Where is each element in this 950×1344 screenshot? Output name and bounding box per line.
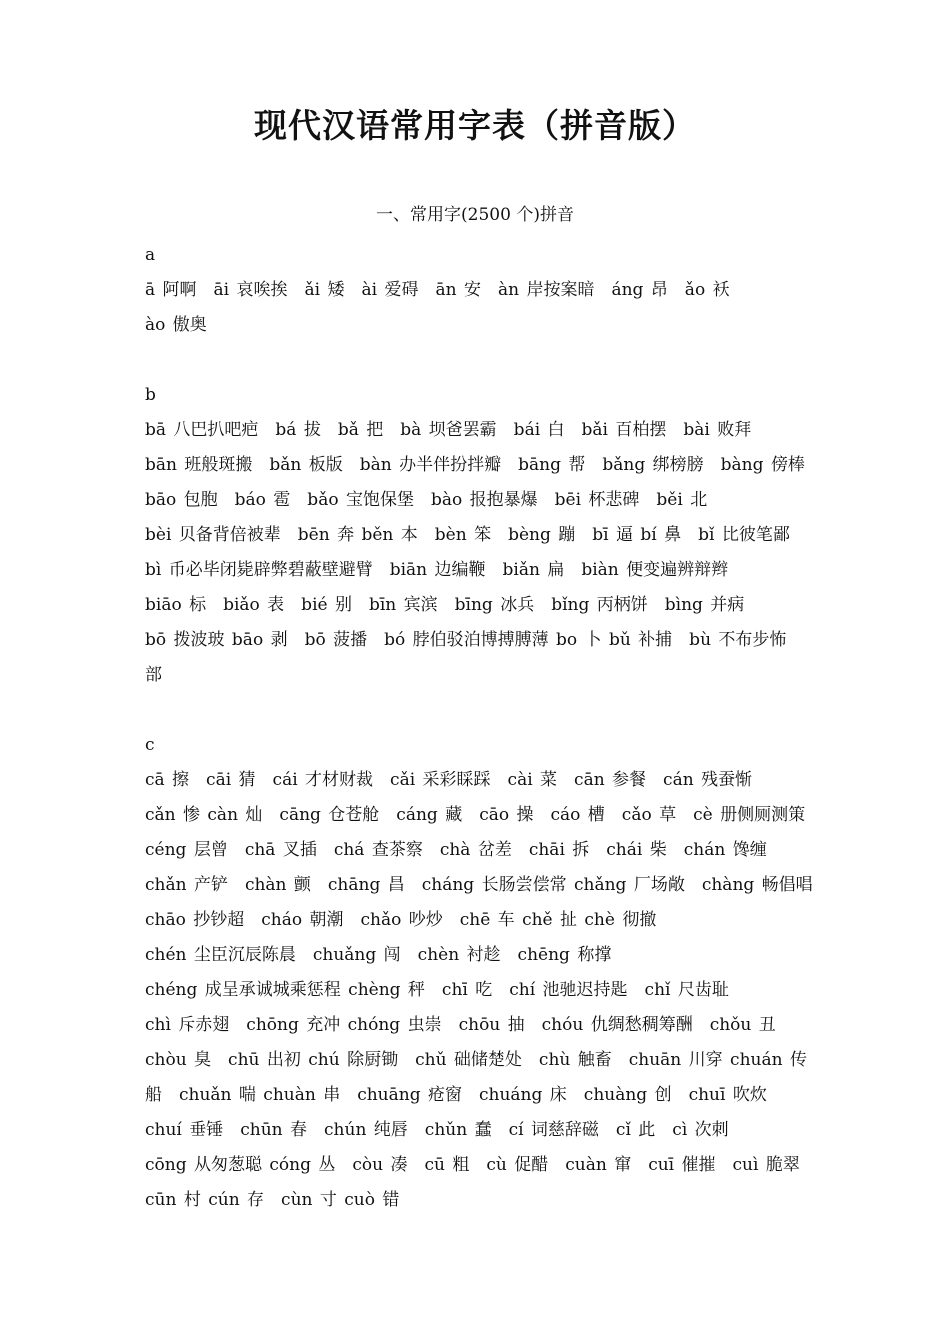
entries-line: 船 chuǎn 喘 chuàn 串 chuāng 疮窗 chuáng 床 chuàng 创 chuī 吹炊 <box>145 1085 767 1105</box>
entries-line: cūn 村 cún 存 cùn 寸 cuò 错 <box>145 1190 400 1210</box>
letter-heading: a <box>145 245 156 265</box>
section-heading: 一、常用字(2500 个)拼音 <box>376 205 574 225</box>
entries-line: 部 <box>145 665 162 685</box>
entries-line: chéng 成呈承诚城乘惩程 chèng 秤 chī 吃 chí 池驰迟持匙 chǐ 尺齿耻 <box>145 980 729 1000</box>
entries-line: ào 傲奥 <box>145 315 207 335</box>
entries-line: chuí 垂锤 chūn 春 chún 纯唇 chǔn 蠢 cí 词慈辞磁 cǐ 此 cì 次刺 <box>145 1120 729 1140</box>
entries-line: chāo 抄钞超 cháo 朝潮 chǎo 吵炒 chē 车 chě 扯 chè 彻撤 <box>145 910 657 930</box>
entries-line: chén 尘臣沉辰陈晨 chuǎng 闯 chèn 衬趁 chēng 称撑 <box>145 945 612 965</box>
letter-group-b <box>145 378 813 693</box>
letter-group-c <box>145 728 813 1218</box>
letter-heading: c <box>145 735 155 755</box>
letter-group-a <box>145 238 813 343</box>
entries-line: céng 层曾 chā 叉插 chá 查茶察 chà 岔差 chāi 拆 chái 柴 chán 馋缠 <box>145 840 767 860</box>
entries-line: biāo 标 biǎo 表 bié 别 bīn 宾滨 bīng 冰兵 bǐng 丙柄饼 bìng 并病 <box>145 595 745 615</box>
entries-line: ā 阿啊 āi 哀唉挨 ǎi 矮 ài 爱碍 ān 安 àn 岸按案暗 áng 昂 ǎo 袄 <box>145 280 730 300</box>
entries-line: bā 八巴扒吧疤 bá 拔 bǎ 把 bà 坝爸罢霸 bái 白 bǎi 百柏摆 bài 败拜 <box>145 420 752 440</box>
entries-line: chǎn 产铲 chàn 颤 chāng 昌 cháng 长肠尝偿常 chǎng 厂场敞 chàng 畅倡唱 <box>145 875 813 895</box>
group-spacer <box>145 693 813 728</box>
entries-line: bèi 贝备背倍被辈 bēn 奔 běn 本 bèn 笨 bèng 蹦 bī 逼 bí 鼻 bǐ 比彼笔鄙 <box>145 525 790 545</box>
entries-line: bō 拨波玻 bāo 剥 bō 菠播 bó 脖伯驳泊博搏膊薄 bo 卜 bǔ 补捕 bù 不布步怖 <box>145 630 787 650</box>
entries-line: cōng 从匆葱聪 cóng 丛 còu 凑 cū 粗 cù 促醋 cuàn 窜 cuī 催摧 cuì 脆翠 <box>145 1155 800 1175</box>
entries-line: chòu 臭 chū 出初 chú 除厨锄 chǔ 础储楚处 chù 触畜 chuān 川穿 chuán 传 <box>145 1050 807 1070</box>
entries-line: chì 斥赤翅 chōng 充冲 chóng 虫崇 chōu 抽 chóu 仇绸愁稠筹酬 chǒu 丑 <box>145 1015 776 1035</box>
group-spacer <box>145 343 813 378</box>
entries-line: cǎn 惨 càn 灿 cāng 仓苍舱 cáng 藏 cāo 操 cáo 槽 cǎo 草 cè 册侧厕测策 <box>145 805 806 825</box>
entries-line: bāo 包胞 báo 雹 bǎo 宝饱保堡 bào 报抱暴爆 bēi 杯悲碑 běi 北 <box>145 490 708 510</box>
letter-heading: b <box>145 385 156 405</box>
entries-line: bān 班般斑搬 bǎn 板版 bàn 办半伴扮拌瓣 bāng 帮 bǎng 绑榜膀 bàng 傍棒 <box>145 455 805 475</box>
document-title: 现代汉语常用字表（拼音版） <box>254 106 696 145</box>
entries-line: cā 擦 cāi 猜 cái 才材财裁 cǎi 采彩睬踩 cài 菜 cān 参餐 cán 残蚕惭 <box>145 770 753 790</box>
pinyin-list <box>145 238 813 1218</box>
entries-line: bì 币必毕闭毙辟弊碧蔽壁避臂 biān 边编鞭 biǎn 扁 biàn 便变遍辨辩辫 <box>145 560 729 580</box>
